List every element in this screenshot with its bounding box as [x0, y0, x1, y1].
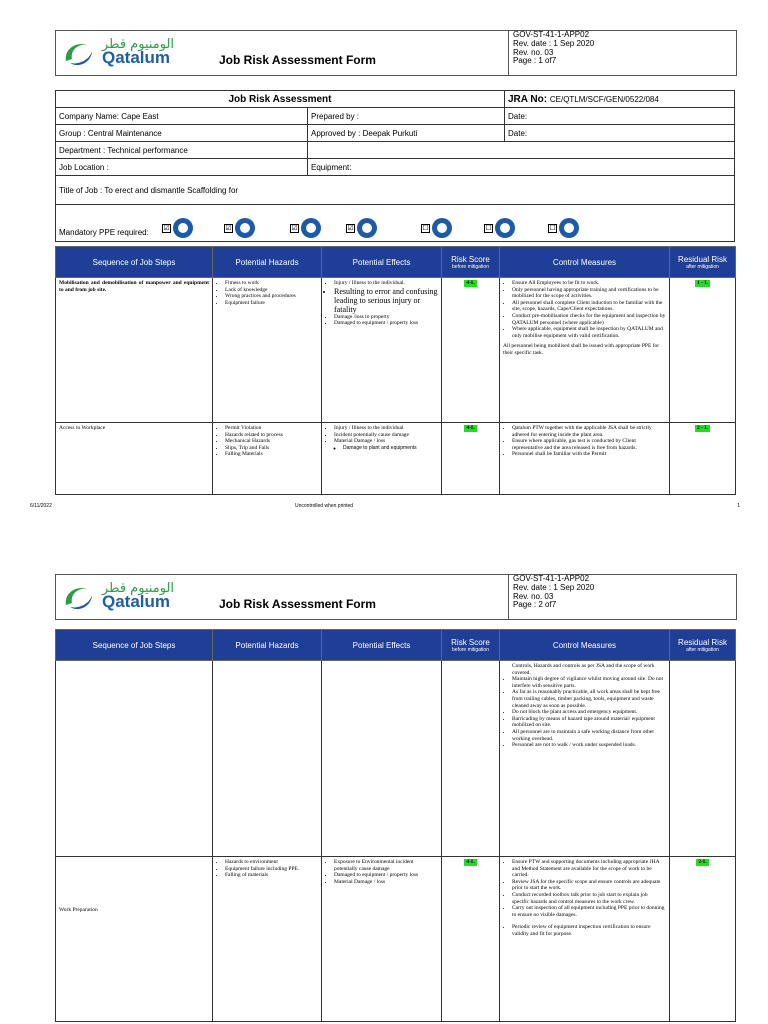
list-item: • All personnel are to maintain a safe working distance from other working overhead.: [512, 729, 666, 742]
info-title: Job Risk Assessment: [56, 91, 505, 108]
title-of-job: Title of Job : To erect and dismantle Scaffolding for: [56, 176, 735, 205]
logo-swoosh-icon: [62, 39, 96, 69]
table-header: [56, 247, 736, 278]
risk-cell: [442, 661, 500, 857]
step-cell: Mobilisation and demobilisation of manpower and equipment to and from job site.: [56, 278, 213, 423]
list-item: • Personnel shall be familiar with the Permit: [512, 451, 666, 458]
table-row: [56, 423, 736, 495]
doc-reference: [508, 575, 736, 619]
footer-page: 1: [737, 503, 740, 509]
list-item: • Barricading by means of hazard tape around material/ equipment mobilized on site.: [512, 716, 666, 729]
ppe-check: ☑: [163, 224, 170, 232]
residual-cell: [670, 661, 736, 857]
col-control: Control Measures: [500, 247, 670, 278]
ppe-helmet: [162, 218, 193, 238]
ppe-row: [56, 205, 735, 242]
rev-date: Rev. date : 1 Sep 2020: [513, 38, 595, 48]
rev-no: Rev. no. 03: [513, 47, 554, 57]
blank-cell: [308, 142, 735, 159]
controls-note: All personnel being mobilised shall be issued with appropriate PPE for their specific task.: [503, 343, 660, 356]
goggles-icon: [235, 218, 255, 238]
effects-cell: [322, 423, 442, 495]
ppe-earmuffs: [548, 218, 579, 238]
ppe-goggles: [224, 218, 255, 238]
hazards-cell: [213, 423, 322, 495]
list-item: • Hazards related to process: [225, 432, 318, 439]
group: Group : Central Maintenance: [56, 125, 308, 142]
residual-badge: 2-L: [698, 859, 707, 865]
footer-date: 6/11/2022: [30, 503, 52, 509]
ppe-label: Mandatory PPE required:: [59, 228, 149, 237]
list-item: • Damage /loss to property: [334, 314, 438, 321]
hazards-cell: [213, 278, 322, 423]
col-effects: Potential Effects: [322, 630, 442, 661]
col-hazards: Potential Hazards: [213, 247, 322, 278]
list-item: • Review JSA for the specific scope and ensure controls are adequate prior to start the work.: [512, 879, 666, 892]
list-item: • Periodic review of equipment inspection certification to ensure validity and fit for purpose.: [512, 924, 666, 937]
ppe-boots: [290, 218, 321, 238]
boots-icon: [301, 218, 321, 238]
list-item: • Equipment failure including PPE.: [225, 866, 318, 873]
list-item: • Injury / Illness to the individual.: [334, 280, 438, 287]
effects-cell: [322, 661, 442, 857]
col-residual-sub: after mitigation: [686, 263, 719, 270]
company-name: Company Name: Cape East: [56, 108, 308, 125]
risk-badge: 4-L: [466, 280, 475, 286]
risk-badge: 4-L: [466, 859, 475, 865]
effects-cell: [322, 278, 442, 423]
risk-badge: 4-L: [466, 425, 475, 431]
doc-code: GOV-ST-41-1-APP02: [513, 574, 590, 583]
mask-icon: [432, 218, 452, 238]
table-header: [56, 630, 736, 661]
table-row: [56, 661, 736, 857]
list-item-text: Material Damage / loss: [334, 438, 386, 445]
risk-cell: [442, 423, 500, 495]
risk-cell: [442, 278, 500, 423]
list-item: • Do not block the plant access and emergency equipment.: [512, 709, 666, 716]
logo-swoosh-icon: [62, 583, 96, 613]
col-risk: [442, 630, 500, 661]
list-item: • Maintain high degree of vigilance whilst moving around site. Do not interfere with sensitive parts.: [512, 676, 666, 689]
list-item: • Injury / Illness to the individual: [334, 425, 438, 432]
ppe-check: ☐: [549, 224, 556, 232]
rev-date: Rev. date : 1 Sep 2020: [513, 582, 595, 592]
list-item: • Ensure PTW and supporting documents including appropriate JHA and Method Statement are available for the scope of work to be carried.: [512, 859, 666, 879]
list-item: • Exposure to Environmental incident potentially cause damage: [334, 859, 438, 872]
effects-cell: [322, 857, 442, 1022]
doc-code: GOV-ST-41-1-APP02: [513, 30, 590, 39]
list-item: • Carry out inspection of all equipment including PPE prior to donning to ensure no visible damages.: [512, 905, 666, 918]
control-cell: [500, 423, 670, 495]
list-item: • Wrong practices and procedures: [225, 293, 318, 300]
page-header: [55, 574, 737, 620]
list-item: • Mechanical Hazards: [225, 438, 318, 445]
ppe-check: ☐: [485, 224, 492, 232]
table-row: [56, 278, 736, 423]
col-effects: Potential Effects: [322, 247, 442, 278]
department: Department : Technical performance: [56, 142, 308, 159]
list-item: • Material Damage / loss: [334, 879, 438, 886]
list-item: • Lack of knowledge: [225, 287, 318, 294]
col-residual: [670, 247, 736, 278]
ppe-check: ☑: [291, 224, 298, 232]
residual-badge: 1 - L: [697, 280, 708, 286]
job-steps-table-page1: [55, 246, 736, 495]
risk-cell: [442, 857, 500, 1022]
list-item: • Only personnel having appropriate training and certifications to be mobilized for the scope of activities.: [512, 287, 666, 300]
col-risk-sub: before mitigation: [452, 646, 489, 653]
col-residual: [670, 630, 736, 661]
logo-word: Qatalum: [102, 48, 171, 67]
ppe-gloves: [484, 218, 515, 238]
earmuffs-icon: [559, 218, 579, 238]
jra-number: [505, 91, 735, 108]
qatalum-logo: [62, 37, 182, 69]
date-prepared: Date:: [505, 108, 735, 125]
jra-value: CE/QTLM/SCF/GEN/0522/084: [549, 94, 659, 104]
form-title: Job Risk Assessment Form: [219, 597, 376, 611]
list-item: • Slips, Trip and Falls: [225, 445, 318, 452]
list-item: • Qatalum PTW together with the applicable JSA shall be strictly adhered for entering inside the plant area.: [512, 425, 666, 438]
page-number: Page : 2 of7: [513, 600, 557, 610]
list-item: [334, 438, 438, 451]
list-item: • Where applicable, equipment shall be inspection by QATALUM and only mobilise equipment with valid certification.: [512, 326, 666, 339]
page-header: [55, 30, 737, 76]
col-residual-sub: after mitigation: [686, 646, 719, 653]
ppe-check: ☑: [225, 224, 232, 232]
col-risk: [442, 247, 500, 278]
list-item: • Ensure where applicable, gas test is conducted by Client representative and the area released is free from hazards.: [512, 438, 666, 451]
list-item: • Ensure All Employees to be fit to work.: [512, 280, 666, 287]
residual-cell: [670, 857, 736, 1022]
list-item: • Damaged to equipment / property loss: [334, 872, 438, 879]
list-item: • Permit Violation: [225, 425, 318, 432]
col-risk-label: Risk Score: [451, 637, 490, 647]
col-control: Control Measures: [500, 630, 670, 661]
page-2: [0, 512, 768, 1024]
logo-arabic-text: الومنيوم قطر: [102, 581, 175, 596]
control-cell: [500, 278, 670, 423]
ppe-mask: [421, 218, 452, 238]
residual-badge: 2 - L: [697, 425, 708, 431]
col-residual-label: Residual Risk: [678, 637, 727, 647]
logo-word: Qatalum: [102, 592, 171, 611]
helmet-icon: [173, 218, 193, 238]
table-row: [56, 857, 736, 1022]
step-cell: [56, 661, 213, 857]
jra-label: JRA No:: [508, 93, 548, 105]
ppe-check: ☑: [347, 224, 354, 232]
step-cell: Work Preparation: [56, 857, 213, 1022]
info-table: [55, 90, 735, 242]
controls-lead: Controls, Hazards and controls as per JSA and the scope of work covered.: [512, 663, 655, 676]
equipment: Equipment:: [308, 159, 735, 176]
residual-cell: [670, 278, 736, 423]
hazards-cell: [213, 857, 322, 1022]
col-seq: Sequence of Job Steps: [56, 630, 213, 661]
coverall-icon: [357, 218, 377, 238]
list-item: • Damaged to equipment / property loss: [334, 320, 438, 327]
ppe-check: ☐: [422, 224, 429, 232]
page-number: Page : 1 of7: [513, 56, 557, 66]
list-item: • Equipment failure: [225, 300, 318, 307]
list-item: • Conduct recorded toolbox talk prior to job start to explain job specific hazards and control measures to the work crew.: [512, 892, 666, 905]
logo-arabic-text: الومنيوم قطر: [102, 37, 175, 52]
list-item: • Falling Materials: [225, 451, 318, 458]
doc-reference: [508, 31, 736, 75]
list-item: • Fitness to work: [225, 280, 318, 287]
step-cell: Access to Workplace: [56, 423, 213, 495]
col-hazards: Potential Hazards: [213, 630, 322, 661]
list-item: • Resulting to error and confusing leading to serious injury or fatality: [334, 287, 438, 314]
gloves-icon: [495, 218, 515, 238]
hazards-cell: [213, 661, 322, 857]
qatalum-logo: [62, 581, 182, 613]
job-location: Job Location :: [56, 159, 308, 176]
list-item: • Conduct pre-mobilisation checks for the equipment and inspection by QATALUM personnel (where applicable): [512, 313, 666, 326]
control-cell: [500, 661, 670, 857]
col-residual-label: Residual Risk: [678, 254, 727, 264]
list-item: ◦ Damage to plant and equipments: [343, 445, 438, 452]
col-seq: Sequence of Job Steps: [56, 247, 213, 278]
job-steps-table-page2: [55, 629, 736, 1022]
rev-no: Rev. no. 03: [513, 591, 554, 601]
date-approved: Date:: [505, 125, 735, 142]
list-item: • Hazards to environment: [225, 859, 318, 866]
prepared-by: Prepared by :: [308, 108, 505, 125]
approved-by: Approved by : Deepak Purkuti: [308, 125, 505, 142]
footer-center: Uncontrolled when printed: [295, 503, 354, 509]
list-item: • Incident potentially cause damage: [334, 432, 438, 439]
residual-cell: [670, 423, 736, 495]
control-cell: [500, 857, 670, 1022]
list-item: • As far as is reasonably practicable, all work areas shall be kept free from trailing cables, timber packing, tools, equipment and waste cleaned away as soon as possible.: [512, 689, 666, 709]
col-risk-label: Risk Score: [451, 254, 490, 264]
list-item: • All personnel shall complete Client induction to be familiar with the site, scope, hazards, Cape/Client expectations.: [512, 300, 666, 313]
list-item: • Personnel are not to walk / work under suspended loads.: [512, 742, 666, 749]
list-item: • Falling of materials: [225, 872, 318, 879]
ppe-coverall: [346, 218, 377, 238]
form-title: Job Risk Assessment Form: [219, 53, 376, 67]
col-risk-sub: before mitigation: [452, 263, 489, 270]
